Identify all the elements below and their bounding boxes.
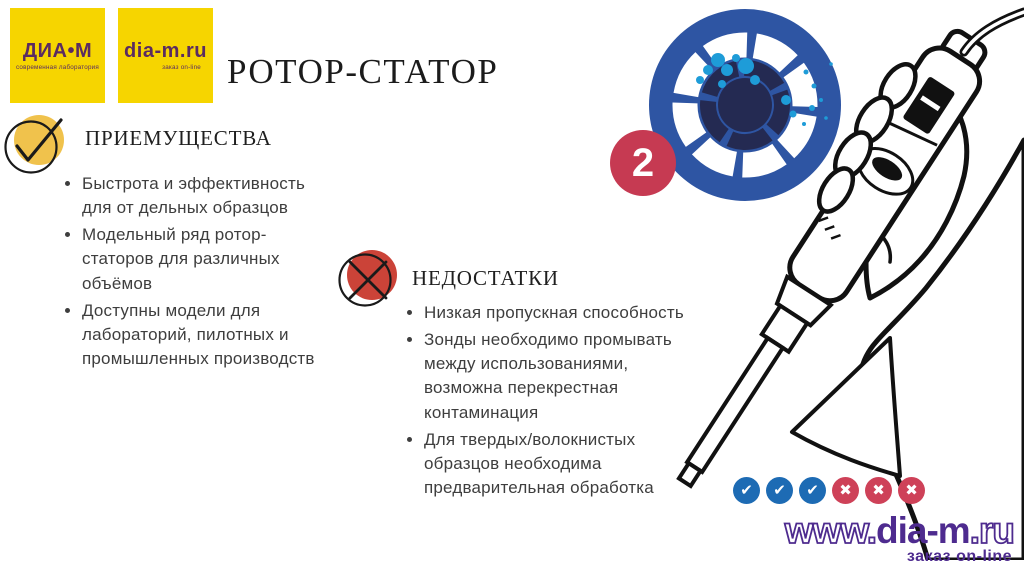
advantage-item: • Быстрота и эффективность для от дельных образцов (82, 172, 330, 220)
diam-ru-logo (118, 8, 213, 103)
cross-circle-icon (336, 245, 402, 311)
check-icon: ✔ (799, 477, 826, 504)
disadvantages-heading: НЕДОСТАТКИ (412, 266, 559, 290)
advantages-list (62, 172, 330, 374)
diam-ru-logo-subtitle: заказ on-line (162, 63, 201, 71)
disadvantage-item: • Для твердых/волокнистых образцов необходима предварительная обработка (424, 428, 706, 500)
site-url[interactable] (785, 510, 1014, 552)
cross-icon: ✖ (832, 477, 859, 504)
step-number-badge: 2 (610, 130, 676, 196)
verdict-icon-row (733, 477, 925, 504)
diam-logo (10, 8, 105, 103)
advantage-item: • Модельный ряд ротор-статоров для различных объёмов (82, 223, 330, 295)
advantage-item: • Доступны модели для лабораторий, пилотных и промышленных производств (82, 299, 330, 371)
check-circle-icon (2, 113, 68, 179)
site-url-main: dia-m (876, 510, 970, 551)
check-icon: ✔ (766, 477, 793, 504)
page-title: РОТОР-СТАТОР (227, 52, 499, 91)
advantages-heading: ПРИЕМУЩЕСТВА (85, 126, 272, 150)
diam-logo-title: ДИА•М (22, 39, 93, 62)
check-icon: ✔ (733, 477, 760, 504)
site-url-tld: .ru (969, 510, 1014, 551)
diam-ru-logo-title: dia-m.ru (124, 39, 207, 62)
cross-icon: ✖ (898, 477, 925, 504)
disadvantage-item: • Зонды необходимо промывать между использованиями, возможна перекрестная контаминация (424, 328, 706, 425)
site-subtitle: заказ on-line (906, 548, 1012, 565)
cross-icon: ✖ (865, 477, 892, 504)
disadvantage-item: • Низкая пропускная способность (424, 301, 706, 325)
site-url-www: www. (784, 510, 877, 551)
diam-logo-subtitle: современная лаборатория (15, 63, 99, 71)
